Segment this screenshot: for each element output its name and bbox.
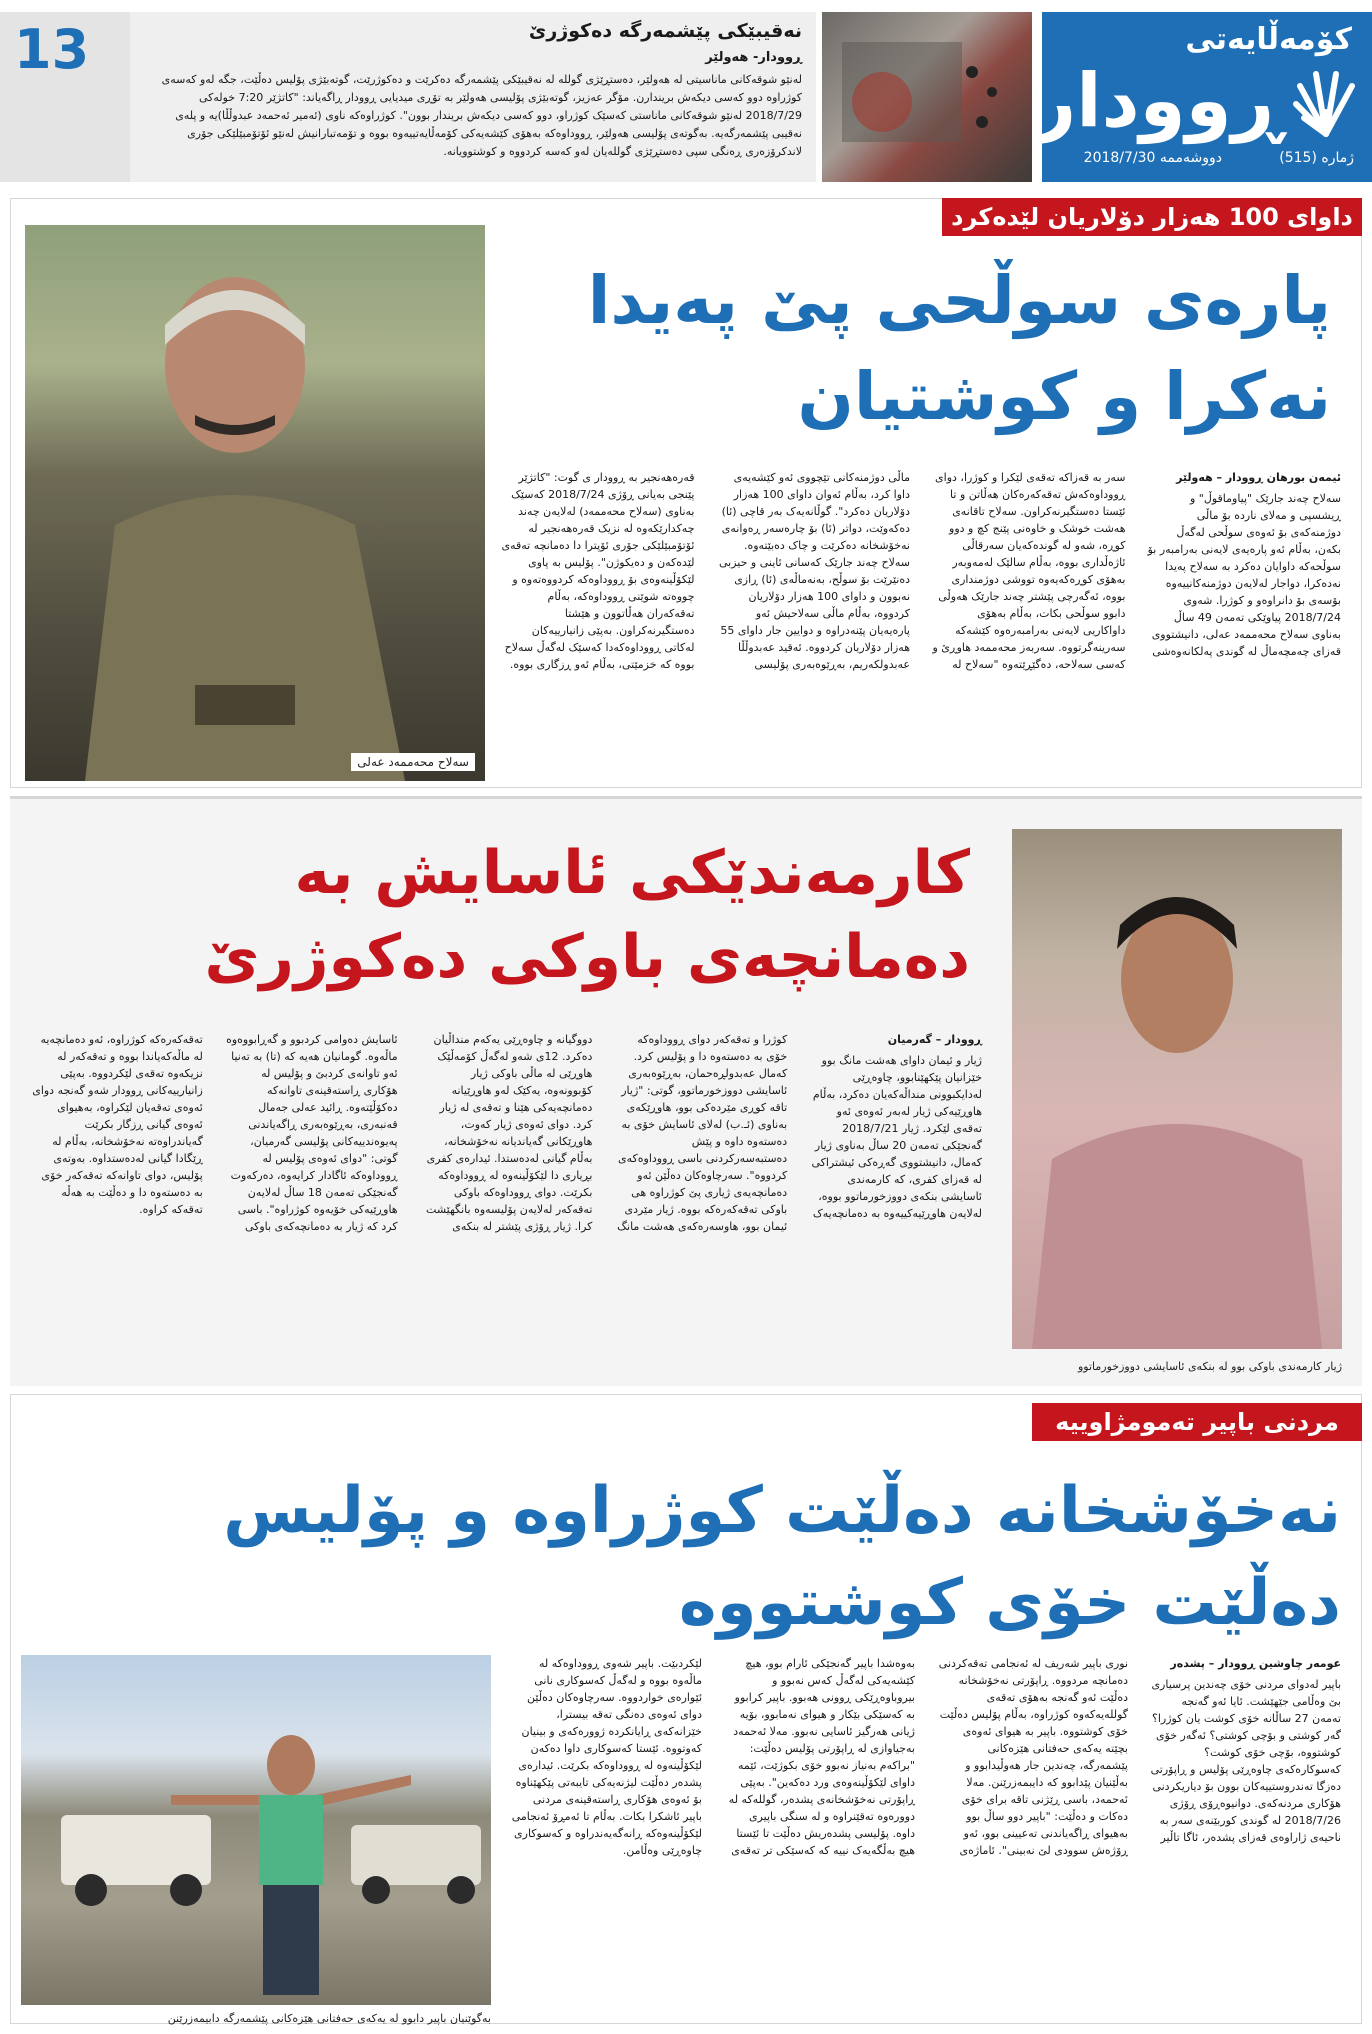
article-photo	[21, 1655, 491, 2025]
article-kicker: داوای 100 هەزار دۆلاریان لێدەکرد	[942, 198, 1362, 236]
article-security-employee	[10, 796, 1362, 1386]
brief-byline: ڕوودار- هەولێر	[705, 50, 802, 65]
section-name: کۆمەڵایەتی	[1185, 22, 1352, 57]
article-byline: عومەر چاوشین ڕوودار – پشدەر	[1170, 1657, 1341, 1670]
header-brief-article	[130, 12, 816, 182]
photo-caption: ژیار کارمەندی باوکی بوو لە بنکەی ئاسایشی دووزخورماتوو	[1078, 1360, 1342, 1373]
brief-headline: نەقیبێکی پێشمەرگە دەکوژرێ	[528, 20, 802, 42]
page-header	[0, 0, 1372, 190]
article-text: باپیر لەدوای مردنی خۆی چەندین پرسیاری بێ وەڵامی جێهێشت. ئایا ئەو گەنجە تەمەن 27 ساڵانە خۆی کوشت یان کوژرا؟ گەر کوشتی و بۆچی کوشتی؟ ئەگەر خۆی کوشتووە، بۆچی خۆی کوشت؟ کەسوکارەکەی چاوەڕێی پۆلیس و ڕاپۆرتی دەزگا تەندروستییەکان بوون بۆ دیاریکردنی هۆکاری مردنەکەی. دوانیوەڕۆی ڕۆژی 2018/7/26 لە گوندی کوربێنەی سەر بە ناحیەی ژاراوەی قەزای پشدەر، ئاگا تاڵیر نوری باپیر شەریف لە ئەنجامی تەقەکردنی دەمانچە مردووە. ڕاپۆرتی نەخۆشخانە دەڵێت ئەو گەنجە بەهۆی تەقەی گوللەیەکەوە کوژراوە، بەڵام پۆلیس دەڵێت خۆی کوشتووە. باپیر بە هیوای ئەوەی بچێتە یەکەی حەفتانی هێزەکانی پێشمەرگە، چەندین جار هەوڵیدابوو و بەڵێنیان پێدابوو کە دایبمەزرێنن. مەلا ئەحمەد، باسی ڕێژنی تاقە برای خۆی دەکات و دەڵێت: "باپیر دوو ساڵ بوو بەهیوای ڕاگەیاندنی تەعیینی بوو، ئەو ڕۆژەش سوودی لێ نەبینی". ئاماژەی بەوەشدا باپیر گەنجێکی ئارام بوو، هیچ کێشەیەکی لەگەڵ کەس نەبوو و بیروباوەڕێکی ڕوونی هەبوو. باپیر کرابوو بە کەسێکی بێکار و هیوای نەمابوو، بۆیە ژیانی هەرگیز ئاسایی نەبوو. مەلا ئەحمەد بەجیاوازی لە ڕاپۆرتی پۆلیس دەڵێت: "براکەم بەنیاز نەبوو خۆی بکوژێت، ئێمە داوای لێکۆڵینەوەی ورد دەکەین". بەپێی ڕاپۆرتی نەخۆشخانەی پشدەر، گوللەکە لە دوورەوە تەقێنراوە و لە سنگی باپیری داوە. پۆلیسی پشدەریش دەڵێت تا ئێستا هیچ بەڵگەیەک نییە کە کەسێکی تر تەقەی لێکردبێت. باپیر شەوی ڕووداوەکە لە ماڵەوە بووە و لەگەڵ کەسوکاری نانی ئێوارەی خواردووە. سەرچاوەکان دەڵێن دوای ئەوەی دەنگی تەقە بیسترا، خێزانەکەی ڕایانکردە ژوورەکەی و بینیان کەوتووە. ئێستا کەسوکاری داوا دەکەن لێکۆڵینەوە لە ڕووداوەکە بکرێت. ئیدارەی پشدەر دەڵێت لیژنەیەکی تایبەتی پێکهێناوە بۆ ئەوەی هۆکاری ڕاستەقینەی مردنی باپیر ئاشکرا بکات. بەڵام تا ئەمڕۆ ئەنجامی لێکۆڵینەوەکە ڕانەگەیەندراوە و کەسوکاری چاوەڕێی وەڵامن.	[511, 1657, 1341, 1857]
sunburst-logo-icon	[1286, 64, 1366, 144]
article-photo	[25, 225, 485, 781]
man-with-pickup-truck-photo	[21, 1655, 491, 2005]
article-headline: کارمەندێکی ئاسایش بە دەمانچەی باوکی دەکوژرێ	[204, 838, 970, 992]
issue-date: دووشەممە 2018/7/30	[1083, 150, 1222, 166]
header-news-photo	[822, 12, 1032, 182]
issue-number: ژمارە (515)	[1279, 150, 1354, 166]
article-headline: پارەی سوڵحی پێ پەیدا نەکرا و کوشتیان	[587, 262, 1331, 435]
article-text: سەلاح چەند جارێک "پیاوماقوڵ" و ڕیشسپی و مەلای ناردە بۆ ماڵی دوژمنەکەی بۆ ئەوەی سوڵحی لەگەڵ بکەن، بەڵام ئەو پارەیەی لایەنی بەرامبەر بۆ سوڵحەکە داوایان دەکرد بە سەلاح پەیدا نەدەکرا، دواجار لەلایەن دوژمنەکانییەوە بۆسەی بۆ دانراوەو و کوژرا. شەوی 2018/7/24 پیاوێکی تەمەن 49 ساڵ بەناوی سەلاح محەممەد عەلی، دانیشتووی قەزای چەمچەماڵ لە گوندی پەلکانەوەشی سەر بە قەزاکە تەقەی لێکرا و کوژرا، دوای ڕووداوەکەش تەقەکەرەکان هەڵاتن و تا ئێستا دەستگیرنەکراون. سەلاح تاقانەی هەشت خوشک و خاوەنی پێنج کچ و دوو کوڕە، شەو لە گوندەکەیان سەرقاڵی ئاژەڵداری بووە، بەڵام سالێک لەمەوبەر بەهۆی کوڕەکەیەوە تووشی دوژمنداری بووە، ئەگەرچی پێشتر چەند جارێک هەوڵی دابوو سوڵحی بکات، بەڵام بەهۆی داواکاریی لایەنی بەرامبەرەوە کێشەکە سەرینەگرتووە. سەربەز محەممەد هاوڕێ و کەسی سەلاحە، دەگێڕێتەوە "سەلاح لە ماڵی دوژمنەکانی تێچووی ئەو کێشەیەی داوا کرد، بەڵام ئەوان داوای 100 هەزار دۆلاریان دەکرد". گوڵانەیەک بەر قاچی (ئا) دەکەوێت، دواتر (ئا) بۆ چارەسەر ڕەوانەی نەخۆشخانە دەکرێت و چاک دەبێتەوە. سەلاح چەند جارێک کەسانی ئاینی و حیزبی دەنێرێت بۆ سوڵح، بەنەماڵەی (ئا) ڕازی نەبوون و داوای 100 هەزار دۆلاریان کردووە، بەڵام ماڵی سەلاحیش ئەو پارەیەیان پێنەدراوە و دوایین جار داوای 55 هەزار دۆلاریان کردووە. ئەقید عەبدوڵڵا عەبدولکەریم، بەڕێوەبەری پۆلیسی قەرەهەنجیر بە ڕوودار ی گوت: "کاتژێر پێنجی بەیانی ڕۆژی 2018/7/24 کەسێک بەناوی (سەلاح محەممەد) لەلایەن چەند چەکدارێکەوە لە نزیک قەرەهەنجیر لە ئۆتۆمبێلێکی جۆری ئۆپترا دا دەمانچە تەقەی لێدەکەن و دەیکوژن". پۆلیس بە پاوی لێکۆڵینەوەی بۆ ڕووداوەکە کردووەتەوە و چووەتە شوێنی ڕووداوەکە، بەڵام تەقەکەران هەڵاتوون و هێشتا دەستگیرنەکراون. بەپێی زانیارییەکان لەکاتی ڕووداوەکەدا کەسێک لەگەڵ سەلاح بووە کە خزمێتی، بەڵام ئەو ڕزگاری بووە.	[501, 471, 1341, 671]
article-byline: ئیمەن بورهان ڕوودار – هەولێر	[1176, 471, 1341, 484]
masthead-logo	[1033, 12, 1372, 182]
article-body	[511, 1655, 1341, 2015]
page-number-box	[0, 12, 130, 182]
page-number: 13	[14, 18, 90, 81]
photo-caption: سەلاح محەممەد عەلی	[351, 753, 475, 771]
article-byline: ڕوودار – گەرمیان	[887, 1033, 982, 1046]
article-bapir-death	[10, 1394, 1362, 2024]
article-text: ژیار و ئیمان داوای هەشت مانگ بوو خێزانیان پێکهێنابوو، چاوەڕێی لەدایکبوونی منداڵەکەیان دەکرد، بەڵام هاوڕێیەکی ژیار لەبەر ئەوەی ئەو تەقەی لێکرد. ژیار 2018/7/21 گەنجێکی تەمەن 20 ساڵ بەناوی ژیار کەمال، دانیشتووی گەڕەکی ئیشتراکی لە قەزای کفری، کە کارمەندی ئاسایشی بنکەی دووزخورماتوو بووە، لەلایەن هاوڕێیەکییەوە بە دەمانچەیەک کوژرا و تەقەکەر دوای ڕووداوەکە خۆی بە دەستەوە دا و پۆلیس کرد. کەمال عەبدولڕەحمان، بەڕێوەبەری ئاسایشی دووزخورماتوو، گوتی: "ژیار تاقە کوڕی مێردەکی بوو، هاوڕێکەی بەناوی (ئـ.ب) لەلای ئاسایش خۆی بە دەستەوە داوە و پێش دەستبەسەرکردنی باسی ڕووداوەکەی کردووە". سەرچاوەکان دەڵێن ئەو دەمانچەیەی ژیاری پێ کوژراوە هی باوکی تەقەکەرەکە بووە. ژیار مێردی ئیمان بوو، هاوسەرەکەی هەشت مانگ دووگیانە و چاوەڕێی یەکەم منداڵیان دەکرد. 12ی شەو لەگەڵ کۆمەڵێک هاوڕێی لە ماڵی باوکی ژیار کۆبوونەوە، یەکێک لەو هاوڕێیانە دەمانچەیەکی هێنا و تەقەی لە ژیار کرد. دوای ئەوەی ژیار کەوت، هاوڕێکانی گەیاندیانە نەخۆشخانە، بەڵام گیانی لەدەستدا. ئیدارەی کفری بڕیاری دا لێکۆڵینەوە لە ڕووداوەکە بکرێت. دوای ڕووداوەکە باوکی تەقەکەر لەلایەن پۆلیسەوە بانگهێشت کرا. ژیار ڕۆژی پێشتر لە بنکەی ئاسایش دەوامی کردبوو و گەڕابووەوە ماڵەوە. گومانیان هەیە کە (تا) بە تەنیا ئەو تاوانەی کردبێ و پۆلیس لە هۆکاری ڕاستەقینەی تاوانەکە دەکۆڵێتەوە. ڕائید عەلی جەمال قەنبەری، بەڕێوەبەری ڕاگەیاندنی پەیوەندییەکانی پۆلیسی گەرمیان، گوتی: "دوای ئەوەی پۆلیس لە ڕووداوەکە ئاگادار کرایەوە، دەرکەوت گەنجێکی تەمەن 18 ساڵ لەلایەن هاوڕێیەکی خۆیەوە کوژراوە". باسی کرد کە ژیار بە دەمانچەکەی باوکی تەقەکەرەکە کوژراوە، ئەو دەمانچەیە لە ماڵەکەیاندا بووە و تەقەکەر لە نزیکەوە تەقەی لێکردووە. بەپێی زانیارییەکانی ڕوودار شەو گەنجە دوای ئەوەی تەقەیان لێکراوە، بەهیوای ئەوەی گیانی ڕزگار بکرێت گەیاندراوەتە نەخۆشخانە، بەڵام لە ڕێگادا گیانی لەدەستداوە. بەوتەی پۆلیس، دوای تاوانەکە تەقەکەر خۆی بە دەستەوە دا و دەڵێت بە هەڵە تەقەکە کراوە.	[32, 1033, 982, 1233]
article-body	[30, 1031, 982, 1371]
article-kicker: مردنی باپیر تەمومژاوییە	[1032, 1403, 1362, 1441]
photo-caption: بەگوێنیان باپیر دابوو لە یەکەی حەفتانی هێزەکانی پێشمەرگە دابیمەزرێنن	[167, 2012, 491, 2025]
article-peace-money	[10, 198, 1362, 788]
crime-scene-photo	[822, 12, 1032, 182]
brief-body: لەنێو شوقەکانی ماناسیتی لە هەولێر، دەستڕێژی گوللە لە نەقیبێکی پێشمەرگە دەکرێت و دەکوژرێت، گوتەبێژی پۆلیس دەڵێت، جگە لەو کەسەی کوژراوە دوو کەسی دیکەش بریندارن. مۆگر عەزیز، گوتەبێژی پۆلیسی هەولێر بە تۆڕی میدیایی ڕوودار ڕاگەیاند: "کاتژێر 7:20 خولەکی 2018/7/29 لەنێو شوقەکانی ماناستی کەسێک کوژراو، دوو کەسی دیکەش بریندار بوون". کوژراوەکە ناوی (ئەمیر ئەحمەد عبدوڵڵا)یە و پلەی نەقیبی پێشمەرگەیە. بەگوتەی پۆلیسی هەولێر، ڕووداوەکە بەهۆی کێشەیەکی کۆمەڵایەتییەوە بووە و تۆمەتبارانیش لەنێو ئۆتۆمبێلێکی جۆری لاندکرۆزەری ڕەنگی سپی دەستڕێژی گوللەیان لەو کەسە کردووە و کوشتوویانە.	[161, 73, 802, 158]
article-body	[501, 469, 1341, 779]
portrait-man-photo	[25, 225, 485, 781]
article-headline: نەخۆشخانە دەڵێت کوژراوە و پۆلیس دەڵێت خۆی کوشتووە	[223, 1474, 1341, 1640]
portrait-young-man-photo	[1012, 829, 1342, 1349]
publication-title: ڕوودار	[1033, 58, 1282, 144]
article-photo	[1012, 829, 1342, 1373]
